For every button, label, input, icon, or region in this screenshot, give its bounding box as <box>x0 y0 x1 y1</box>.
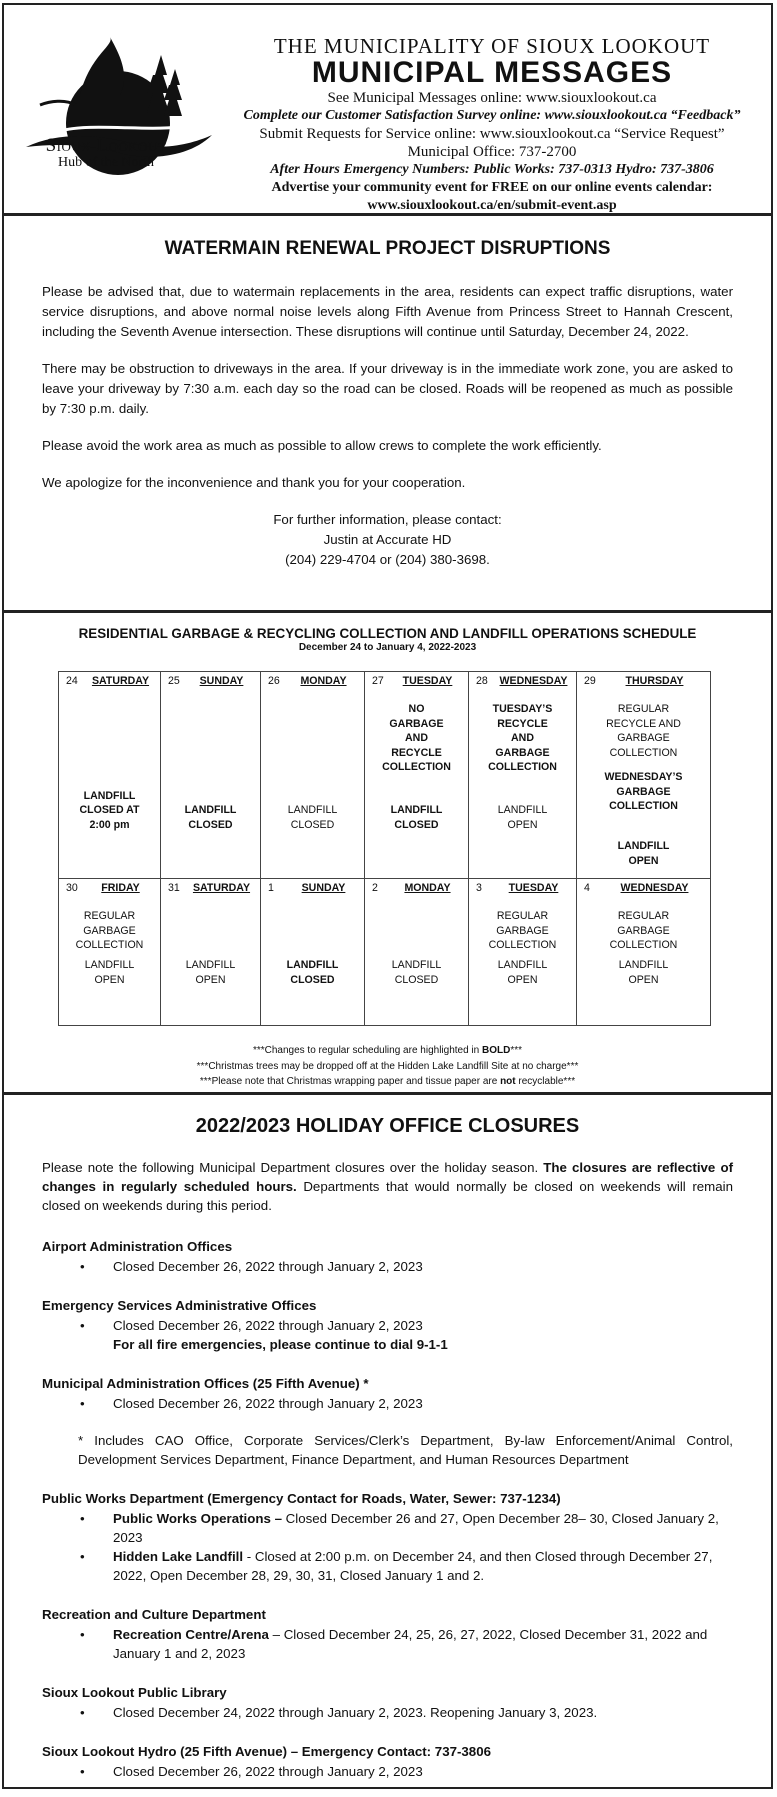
schedule-day-cell <box>59 672 161 879</box>
list-item: • Closed December 26, 2022 through January 2, 2023 <box>80 1396 423 1411</box>
dept-airport <box>42 1237 733 1276</box>
schedule-day-cell <box>261 879 365 1026</box>
day-number: 31 <box>168 882 180 894</box>
closures-title: 2022/2023 HOLIDAY OFFICE CLOSURES <box>195 1115 580 1137</box>
bullet-icon: • <box>80 1764 85 1779</box>
contact-intro: For further information, please contact: <box>273 512 502 527</box>
schedule-note-3: ***Please note that Christmas wrapping paper and tissue paper are not recyclable*** <box>199 1076 576 1087</box>
schedule-day-cell <box>365 879 469 1026</box>
day-name: THURSDAY <box>625 675 684 687</box>
garbage-schedule-section <box>4 613 771 1095</box>
landfill-status: LANDFILL OPEN <box>185 959 236 986</box>
list-item: • Closed December 24, 2022 through January 2, 2023. Reopening January 3, 2023. <box>80 1705 598 1720</box>
bullet-icon: • <box>80 1259 85 1274</box>
schedule-day-cell <box>261 672 365 879</box>
dept-heading: Recreation and Culture Department <box>42 1607 266 1622</box>
day-name: SUNDAY <box>301 882 346 894</box>
schedule-subtitle: December 24 to January 4, 2022-2023 <box>298 642 477 653</box>
watermain-paragraph-2: There may be obstruction to driveways in the area. If your driveway is in the immediate work zone, you are asked to leave your driveway by 7:30 a.m. each day so the road can be closed. Roads will be reopened as much as possible by 7:30 p.m. daily. <box>42 361 733 416</box>
collection-info: TUESDAY’S RECYCLE AND GARBAGE COLLECTION <box>488 703 557 773</box>
list-item: • Public Works Operations – Closed December 26 and 27, Open December 28– 30, Closed January 2, 2023 <box>80 1511 719 1545</box>
watermain-contact <box>42 510 733 570</box>
sioux-lookout-logo-icon <box>20 35 218 200</box>
list-item: • Closed December 26, 2022 through January 2, 2023 <box>80 1259 423 1274</box>
contact-phones: (204) 229-4704 or (204) 380-3698. <box>285 552 490 567</box>
collection-info: REGULAR GARBAGE COLLECTION <box>609 910 678 951</box>
landfill-status: LANDFILL OPEN <box>617 840 670 867</box>
day-number: 1 <box>268 882 274 894</box>
watermain-title: WATERMAIN RENEWAL PROJECT DISRUPTIONS <box>164 238 611 259</box>
logo-name: Sioux Lookout <box>45 135 167 156</box>
municipal-office-line: Municipal Office: 737-2700 <box>407 144 577 160</box>
day-name: SATURDAY <box>91 675 150 687</box>
day-name: SATURDAY <box>192 882 251 894</box>
landfill-status: LANDFILL OPEN <box>497 804 548 831</box>
day-name: WEDNESDAY <box>499 675 568 687</box>
list-item: • Hidden Lake Landfill - Closed at 2:00 p.m. on December 24, and then Closed through December 27, 2022, Open December 28, 29, 30, 31, Closed January 1 and 2. <box>80 1549 713 1583</box>
survey-line: Complete our Customer Satisfaction Survey online: www.siouxlookout.ca “Feedback” <box>243 108 741 123</box>
day-number: 24 <box>66 675 78 687</box>
list-item: • Closed December 26, 2022 through January 2, 2023 <box>80 1318 423 1333</box>
schedule-note-1: ***Changes to regular scheduling are highlighted in BOLD*** <box>252 1045 523 1056</box>
collection-info: NO GARBAGE AND RECYCLE COLLECTION <box>382 703 451 773</box>
dept-recreation <box>42 1605 733 1663</box>
day-number: 29 <box>584 675 596 687</box>
schedule-notes <box>4 1043 771 1090</box>
schedule-day-cell <box>161 672 261 879</box>
landfill-status: LANDFILL OPEN <box>618 959 669 986</box>
landfill-status: LANDFILL CLOSED AT 2:00 pm <box>79 789 140 831</box>
dept-heading: Sioux Lookout Public Library <box>42 1685 227 1700</box>
page-title: MUNICIPAL MESSAGES <box>311 56 673 89</box>
dept-emergency-services <box>42 1296 733 1354</box>
landfill-status: LANDFILL CLOSED <box>184 804 237 831</box>
watermain-paragraph-1: Please be advised that, due to watermain replacements in the area, residents can expect traffic disruptions, water service disruptions, and above normal noise levels along Fifth Avenue from Princess Street to Hannah Crescent, including the Seventh Avenue intersection. These disruptions will continue until Saturday, December 24, 2022. <box>42 284 733 339</box>
schedule-note-2: ***Christmas trees may be dropped off at the Hidden Lake Landfill Site at no charge*** <box>196 1060 579 1072</box>
landfill-status: LANDFILL CLOSED <box>391 959 442 986</box>
schedule-week-2 <box>59 879 711 1026</box>
day-number: 4 <box>584 882 590 894</box>
day-name: MONDAY <box>404 882 451 894</box>
holiday-closures-section <box>4 1095 771 1785</box>
bullet-icon: • <box>80 1549 85 1564</box>
day-name: MONDAY <box>300 675 347 687</box>
list-item: • Recreation Centre/Arena – Closed December 24, 25, 26, 27, 2022, Closed December 31, 2022 and January 1 and 2, 2023 <box>80 1627 708 1661</box>
dept-heading: Public Works Department (Emergency Contact for Roads, Water, Sewer: 737-1234) <box>42 1491 561 1506</box>
advertise-line: Advertise your community event for FREE on our online events calendar: <box>271 180 713 195</box>
closures-intro: Please note the following Municipal Department closures over the holiday season. The closures are reflective of changes in regularly scheduled hours. Departments that would normally be closed on weekends will remain closed on weekends during this period. <box>42 1160 734 1213</box>
emergency-numbers-line: After Hours Emergency Numbers: Public Works: 737-0313 Hydro: 737-3806 <box>270 162 714 177</box>
landfill-status: LANDFILL CLOSED <box>287 804 338 831</box>
schedule-day-cell <box>161 879 261 1026</box>
schedule-day-cell <box>577 672 711 879</box>
day-number: 2 <box>372 882 378 894</box>
municipality-name: THE MUNICIPALITY OF SIOUX LOOKOUT <box>273 34 711 58</box>
day-name: TUESDAY <box>402 675 453 687</box>
day-name: FRIDAY <box>101 882 140 894</box>
landfill-status: LANDFILL CLOSED <box>390 804 443 831</box>
bullet-icon: • <box>80 1396 85 1411</box>
collection-info: REGULAR RECYCLE AND GARBAGE COLLECTION WEDNESDAY’S GARBAGE COLLECTION <box>604 703 683 812</box>
landfill-status: LANDFILL CLOSED <box>286 959 339 986</box>
schedule-title: RESIDENTIAL GARBAGE & RECYCLING COLLECTION AND LANDFILL OPERATIONS SCHEDULE <box>78 626 697 641</box>
schedule-week-1 <box>59 672 711 879</box>
collection-info: REGULAR GARBAGE COLLECTION <box>75 910 144 951</box>
dept-heading: Airport Administration Offices <box>42 1239 233 1254</box>
schedule-day-cell <box>59 879 161 1026</box>
day-name: WEDNESDAY <box>620 882 689 894</box>
dept-hydro <box>42 1742 733 1781</box>
bullet-icon: • <box>80 1511 85 1526</box>
schedule-table <box>58 671 711 1026</box>
schedule-day-cell <box>365 672 469 879</box>
fire-emergency-note: For all fire emergencies, please continue to dial 9-1-1 <box>113 1337 448 1352</box>
dept-heading: Emergency Services Administrative Offices <box>42 1298 317 1313</box>
day-number: 3 <box>476 882 482 894</box>
dept-public-works <box>42 1489 733 1585</box>
service-request-line: Submit Requests for Service online: www.siouxlookout.ca “Service Request” <box>259 126 725 142</box>
dept-heading: Municipal Administration Offices (25 Fifth Avenue) * <box>42 1376 369 1391</box>
logo-tagline: Hub of the North <box>57 155 155 170</box>
bullet-icon: • <box>80 1627 85 1642</box>
day-name: SUNDAY <box>199 675 244 687</box>
page-header <box>4 5 771 216</box>
dept-heading: Sioux Lookout Hydro (25 Fifth Avenue) – Emergency Contact: 737-3806 <box>42 1744 491 1759</box>
landfill-status: LANDFILL OPEN <box>84 959 135 986</box>
admin-footnote: * Includes CAO Office, Corporate Services/Clerk’s Department, By-law Enforcement/Animal Control, Development Services Department, Finance Department, and Human Resources Department <box>78 1433 733 1467</box>
event-url-link[interactable]: www.siouxlookout.ca/en/submit-event.asp <box>367 198 617 213</box>
watermain-paragraph-3: Please avoid the work area as much as possible to allow crews to complete the work efficiently. <box>42 438 602 453</box>
dept-municipal-administration <box>42 1374 733 1469</box>
bullet-icon: • <box>80 1318 85 1333</box>
day-name: TUESDAY <box>508 882 559 894</box>
day-number: 27 <box>372 675 384 687</box>
dept-library <box>42 1683 733 1722</box>
day-number: 28 <box>476 675 488 687</box>
watermain-section <box>4 216 771 613</box>
online-line: See Municipal Messages online: www.siouxlookout.ca <box>327 90 657 106</box>
schedule-day-cell <box>577 879 711 1026</box>
bullet-icon: • <box>80 1705 85 1720</box>
list-item: • Closed December 26, 2022 through January 2, 2023 <box>80 1764 423 1779</box>
collection-info: REGULAR GARBAGE COLLECTION <box>488 910 557 951</box>
municipal-messages-page <box>2 3 773 1789</box>
contact-name: Justin at Accurate HD <box>323 532 452 547</box>
landfill-status: LANDFILL OPEN <box>497 959 548 986</box>
logo-text <box>6 135 206 171</box>
watermain-paragraph-4: We apologize for the inconvenience and thank you for your cooperation. <box>42 475 466 490</box>
schedule-day-cell <box>469 672 577 879</box>
header-info <box>212 35 772 215</box>
day-number: 25 <box>168 675 180 687</box>
day-number: 30 <box>66 882 78 894</box>
day-number: 26 <box>268 675 280 687</box>
schedule-day-cell <box>469 879 577 1026</box>
